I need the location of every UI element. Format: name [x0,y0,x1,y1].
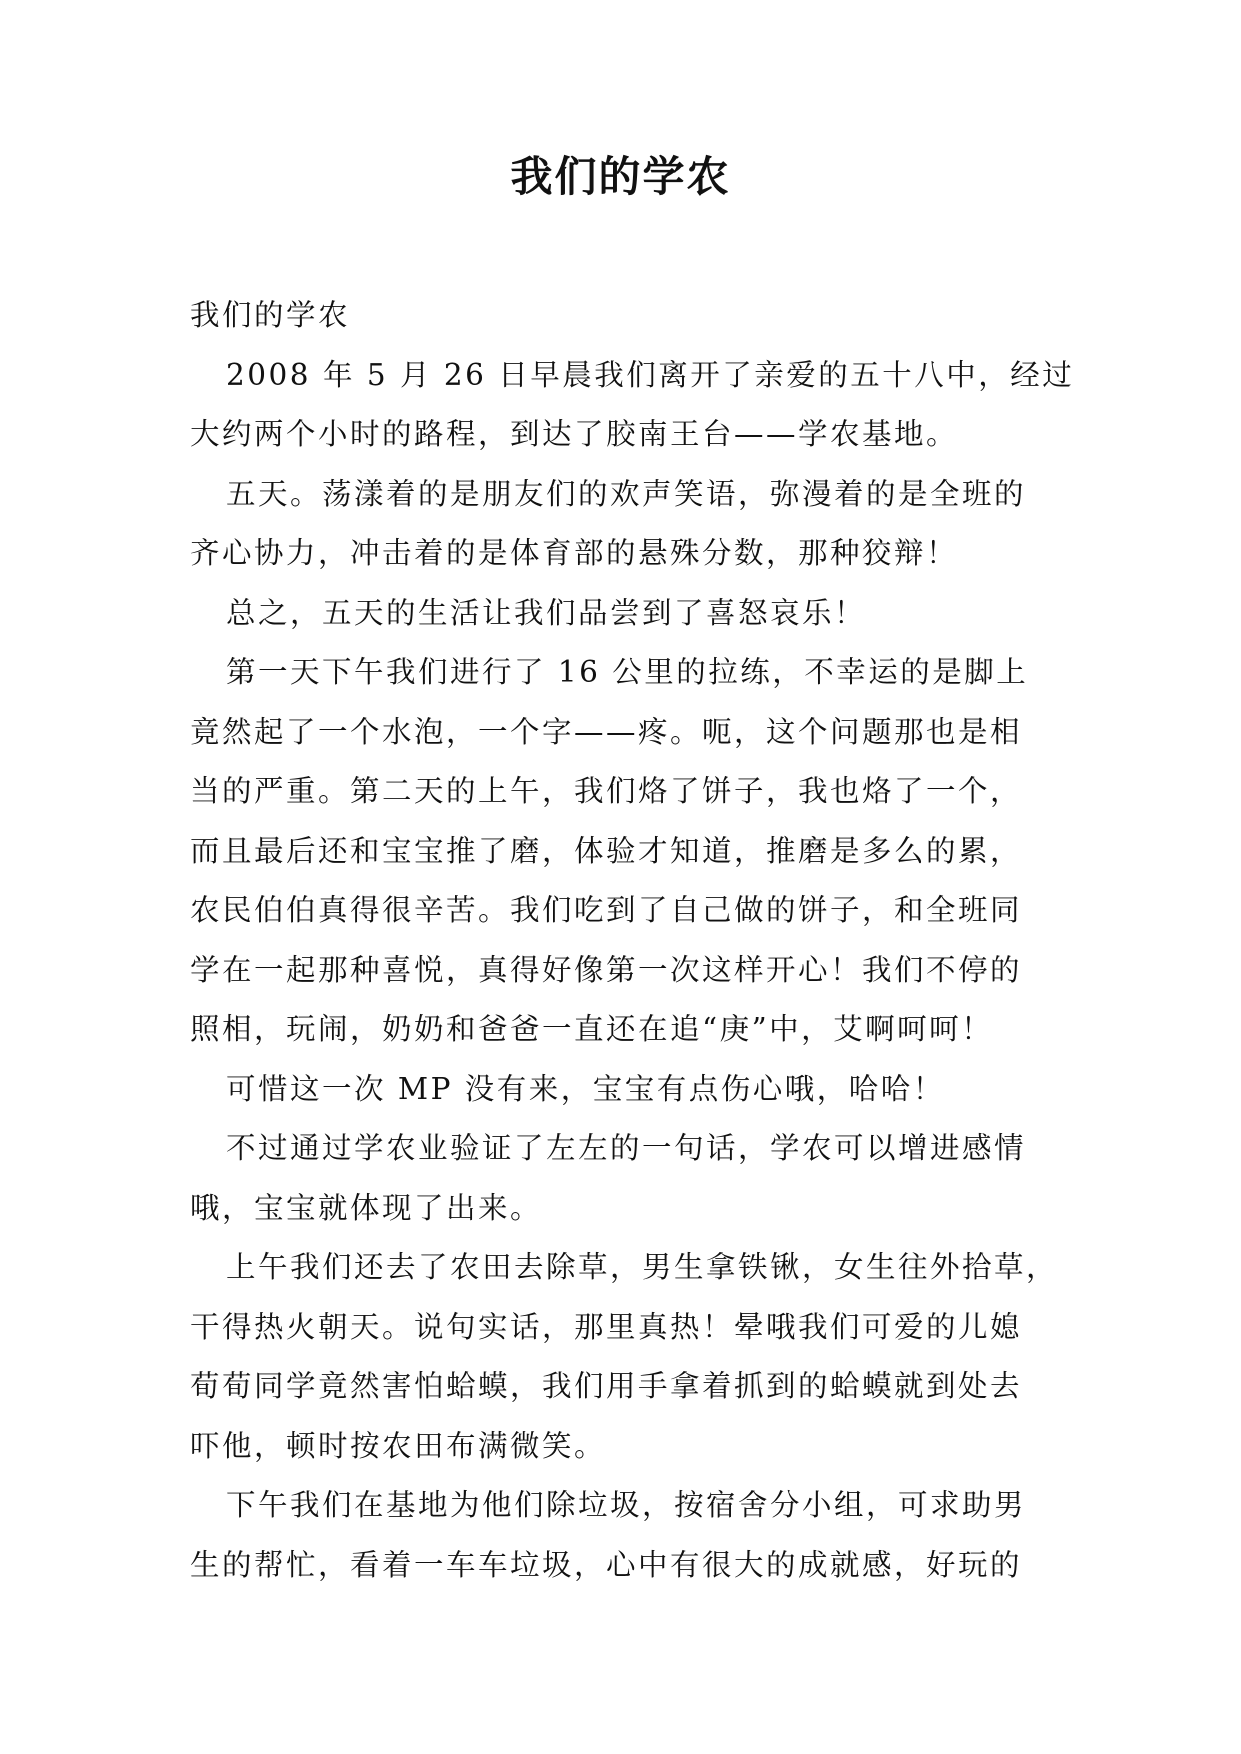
text-line: 我们的学农 [190,298,351,332]
paragraph-summary [190,584,1062,644]
text-line: 不过通过学农业验证了左左的一句话，学农可以增进感情 [226,1131,1027,1165]
paragraph-mp [190,1060,1062,1120]
text-line: 当的严重。第二天的上午，我们烙了饼子，我也烙了一个， [190,774,1023,808]
paragraph-arrival [190,346,1075,465]
text-line: 学在一起那种喜悦，真得好像第一次这样开心！我们不停的 [190,952,1023,987]
text-line: 齐心协力，冲击着的是体育部的悬殊分数，那种狡辩！ [190,536,959,570]
document-body [190,286,1075,1595]
text-line: 荀荀同学竟然害怕蛤蟆，我们用手拿着抓到的蛤蟆就到处去 [190,1369,1023,1403]
text-line: 生的帮忙，看着一车车垃圾，心中有很大的成就感，好玩的 [190,1547,1023,1582]
text-line: 下午我们在基地为他们除垃圾，按宿舍分小组，可求助男 [226,1488,1027,1522]
text-line: 吓他，顿时按农田布满微笑。 [190,1428,607,1463]
text-line: 竟然起了一个水泡，一个字——疼。呃，这个问题那也是相 [190,714,1023,749]
text-line: 第一天下午我们进行了 16 公里的拉练，不幸运的是脚上 [226,655,1029,689]
text-line: 哦，宝宝就体现了出来。 [190,1190,543,1225]
paragraph-verification [190,1119,1062,1238]
document-title: 我们的学农 [510,152,731,201]
paragraph-five-days [190,465,1062,584]
text-line: 2008 年 5 月 26 日早晨我们离开了亲爱的五十八中，经过 [226,357,1075,392]
text-line: 农民伯伯真得很辛苦。我们吃到了自己做的饼子，和全班同 [190,893,1023,927]
text-line: 五天。荡漾着的是朋友们的欢声笑语，弥漫着的是全班的 [226,476,1027,511]
text-line: 上午我们还去了农田去除草，男生拿铁锹，女生往外拾草， [226,1250,1059,1284]
text-line: 大约两个小时的路程，到达了胶南王台——学农基地。 [190,417,959,451]
text-line: 总之，五天的生活让我们品尝到了喜怒哀乐！ [226,595,867,630]
paragraph-first-day [190,643,1062,1060]
text-line: 可惜这一次 MP 没有来，宝宝有点伤心哦，哈哈！ [226,1071,945,1106]
paragraph-heading [190,286,1062,346]
text-line: 干得热火朝天。说句实话，那里真热！晕哦我们可爱的儿媳 [190,1309,1023,1344]
text-line: 照相，玩闹，奶奶和爸爸一直还在追“庚”中，艾啊呵呵！ [190,1012,994,1046]
paragraph-weeding [190,1238,1062,1476]
paragraph-garbage [190,1476,1062,1595]
text-line: 而且最后还和宝宝推了磨，体验才知道，推磨是多么的累， [190,833,1023,868]
